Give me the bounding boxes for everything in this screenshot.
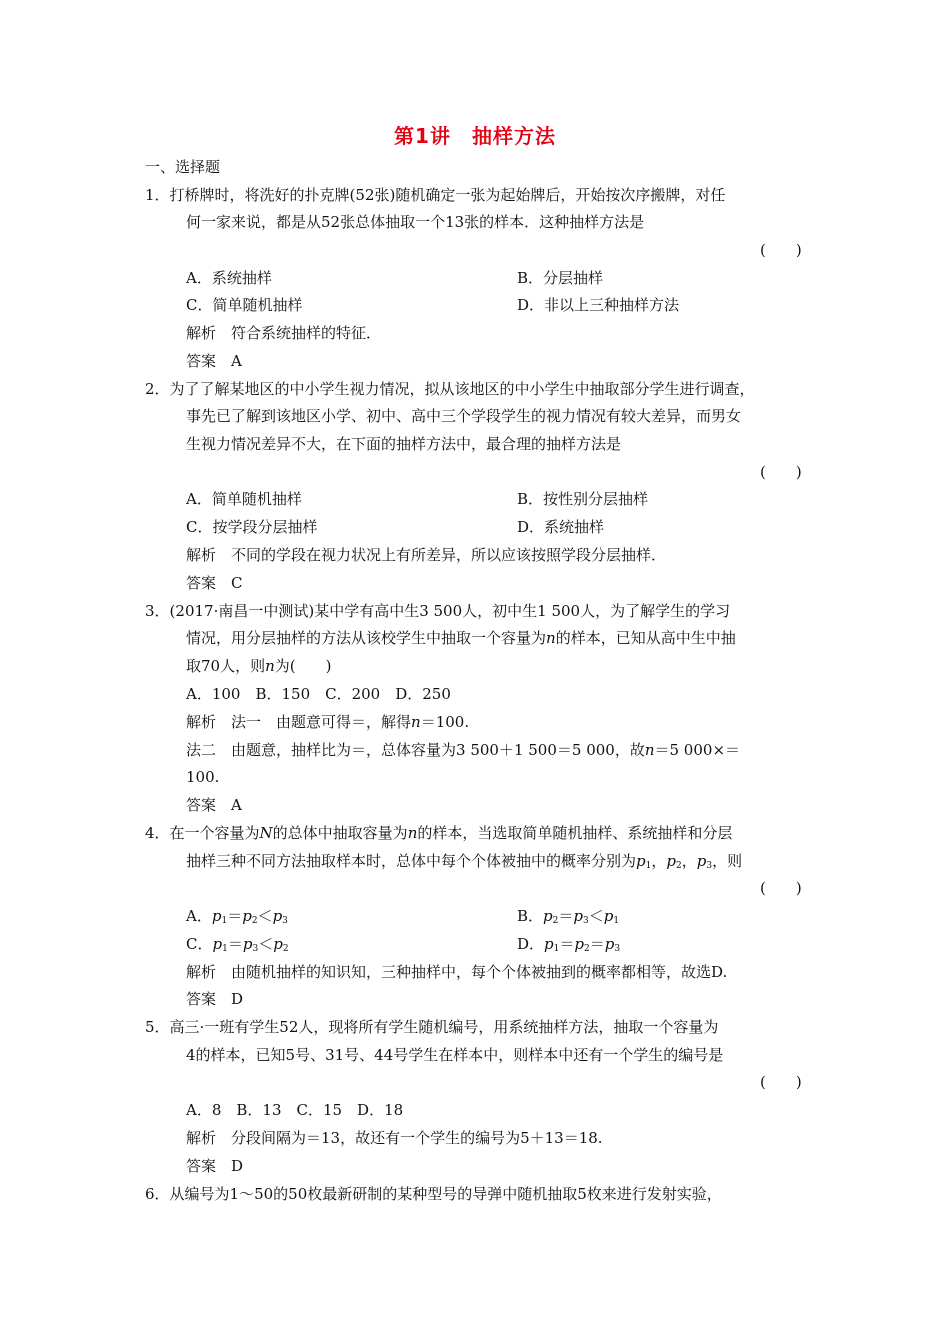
analysis: 解析 由随机抽样的知识知，三种抽样中，每个个体被抽到的概率都相等，故选D. bbox=[186, 963, 728, 981]
option-b: B．按性别分层抽样 bbox=[517, 490, 649, 508]
question-text: 取70人，则n为( ) bbox=[186, 657, 332, 675]
option-a: A．简单随机抽样 bbox=[186, 490, 302, 508]
question-text: 事先已了解到该地区小学、初中、高中三个学段学生的视力情况有较大差异，而男女 bbox=[186, 407, 742, 425]
analysis-method-2-cont: 100. bbox=[186, 768, 220, 786]
answer-paren: ( ) bbox=[760, 879, 802, 897]
question-text: 2．为了了解某地区的中小学生视力情况，拟从该地区的中小学生中抽取部分学生进行调查， bbox=[145, 380, 755, 398]
question-text: 3．(2017·南昌一中测试)某中学有高中生3 500人，初中生1 500人，为了解学生的学习 bbox=[145, 602, 731, 620]
analysis: 解析 分段间隔为＝13，故还有一个学生的编号为5＋13＝18. bbox=[186, 1129, 603, 1147]
answer: 答案 D bbox=[186, 990, 244, 1008]
question-text: 情况，用分层抽样的方法从该校学生中抽取一个容量为n的样本，已知从高中生中抽 bbox=[186, 629, 736, 647]
question-text: 6．从编号为1～50的50枚最新研制的某种型号的导弹中随机抽取5枚来进行发射实验， bbox=[145, 1185, 722, 1203]
option-c: C．$p_1=p_3<p_2$ bbox=[186, 935, 289, 954]
answer: 答案 A bbox=[186, 796, 242, 814]
analysis: 解析 符合系统抽样的特征． bbox=[186, 324, 382, 342]
question-text: 1．打桥牌时，将洗好的扑克牌(52张)随机确定一张为起始牌后，开始按次序搬牌，对任 bbox=[145, 186, 726, 204]
answer: 答案 C bbox=[186, 574, 243, 592]
option-d: D．非以上三种抽样方法 bbox=[517, 296, 680, 314]
option-b: B．$p_2=p_3<p_1$ bbox=[517, 907, 620, 926]
question-text: 5．高三·一班有学生52人，现将所有学生随机编号，用系统抽样方法，抽取一个容量为 bbox=[145, 1018, 719, 1036]
options: A．100 B．150 C．200 D．250 bbox=[186, 685, 451, 703]
analysis: 解析 不同的学段在视力状况上有所差异，所以应该按照学段分层抽样． bbox=[186, 546, 667, 564]
page-title: 第1讲 抽样方法 bbox=[394, 124, 556, 148]
question-text: 抽样三种不同方法抽取样本时，总体中每个个体被抽中的概率分别为$p_1$，$p_2$，$p_3$，则 bbox=[186, 852, 743, 871]
question-text: 4的样本，已知5号、31号、44号学生在样本中，则样本中还有一个学生的编号是 bbox=[186, 1046, 724, 1064]
answer-paren: ( ) bbox=[760, 1073, 802, 1091]
option-c: C．按学段分层抽样 bbox=[186, 518, 318, 536]
analysis-method-2: 法二 由题意，抽样比为＝，总体容量为3 500＋1 500＝5 000，故n＝5 000×＝ bbox=[186, 741, 741, 759]
analysis: 解析 法一 由题意可得＝，解得n＝100. bbox=[186, 713, 470, 731]
question-text: 生视力情况差异不大，在下面的抽样方法中，最合理的抽样方法是 bbox=[186, 435, 622, 453]
option-d: D．$p_1=p_2=p_3$ bbox=[517, 935, 621, 954]
section-heading: 一、选择题 bbox=[145, 158, 221, 176]
answer: 答案 A bbox=[186, 352, 242, 370]
answer-paren: ( ) bbox=[760, 463, 802, 481]
options: A．8 B．13 C．15 D．18 bbox=[186, 1101, 404, 1119]
option-c: C．简单随机抽样 bbox=[186, 296, 303, 314]
option-d: D．系统抽样 bbox=[517, 518, 605, 536]
question-text: 何一家来说，都是从52张总体抽取一个13张的样本．这种抽样方法是 bbox=[186, 213, 645, 231]
answer: 答案 D bbox=[186, 1157, 244, 1175]
option-a: A．$p_1=p_2<p_3$ bbox=[186, 907, 288, 926]
question-text: 4．在一个容量为N的总体中抽取容量为n的样本，当选取简单随机抽样、系统抽样和分层 bbox=[145, 824, 733, 842]
answer-paren: ( ) bbox=[760, 241, 802, 259]
option-a: A．系统抽样 bbox=[186, 269, 272, 287]
option-b: B．分层抽样 bbox=[517, 269, 604, 287]
